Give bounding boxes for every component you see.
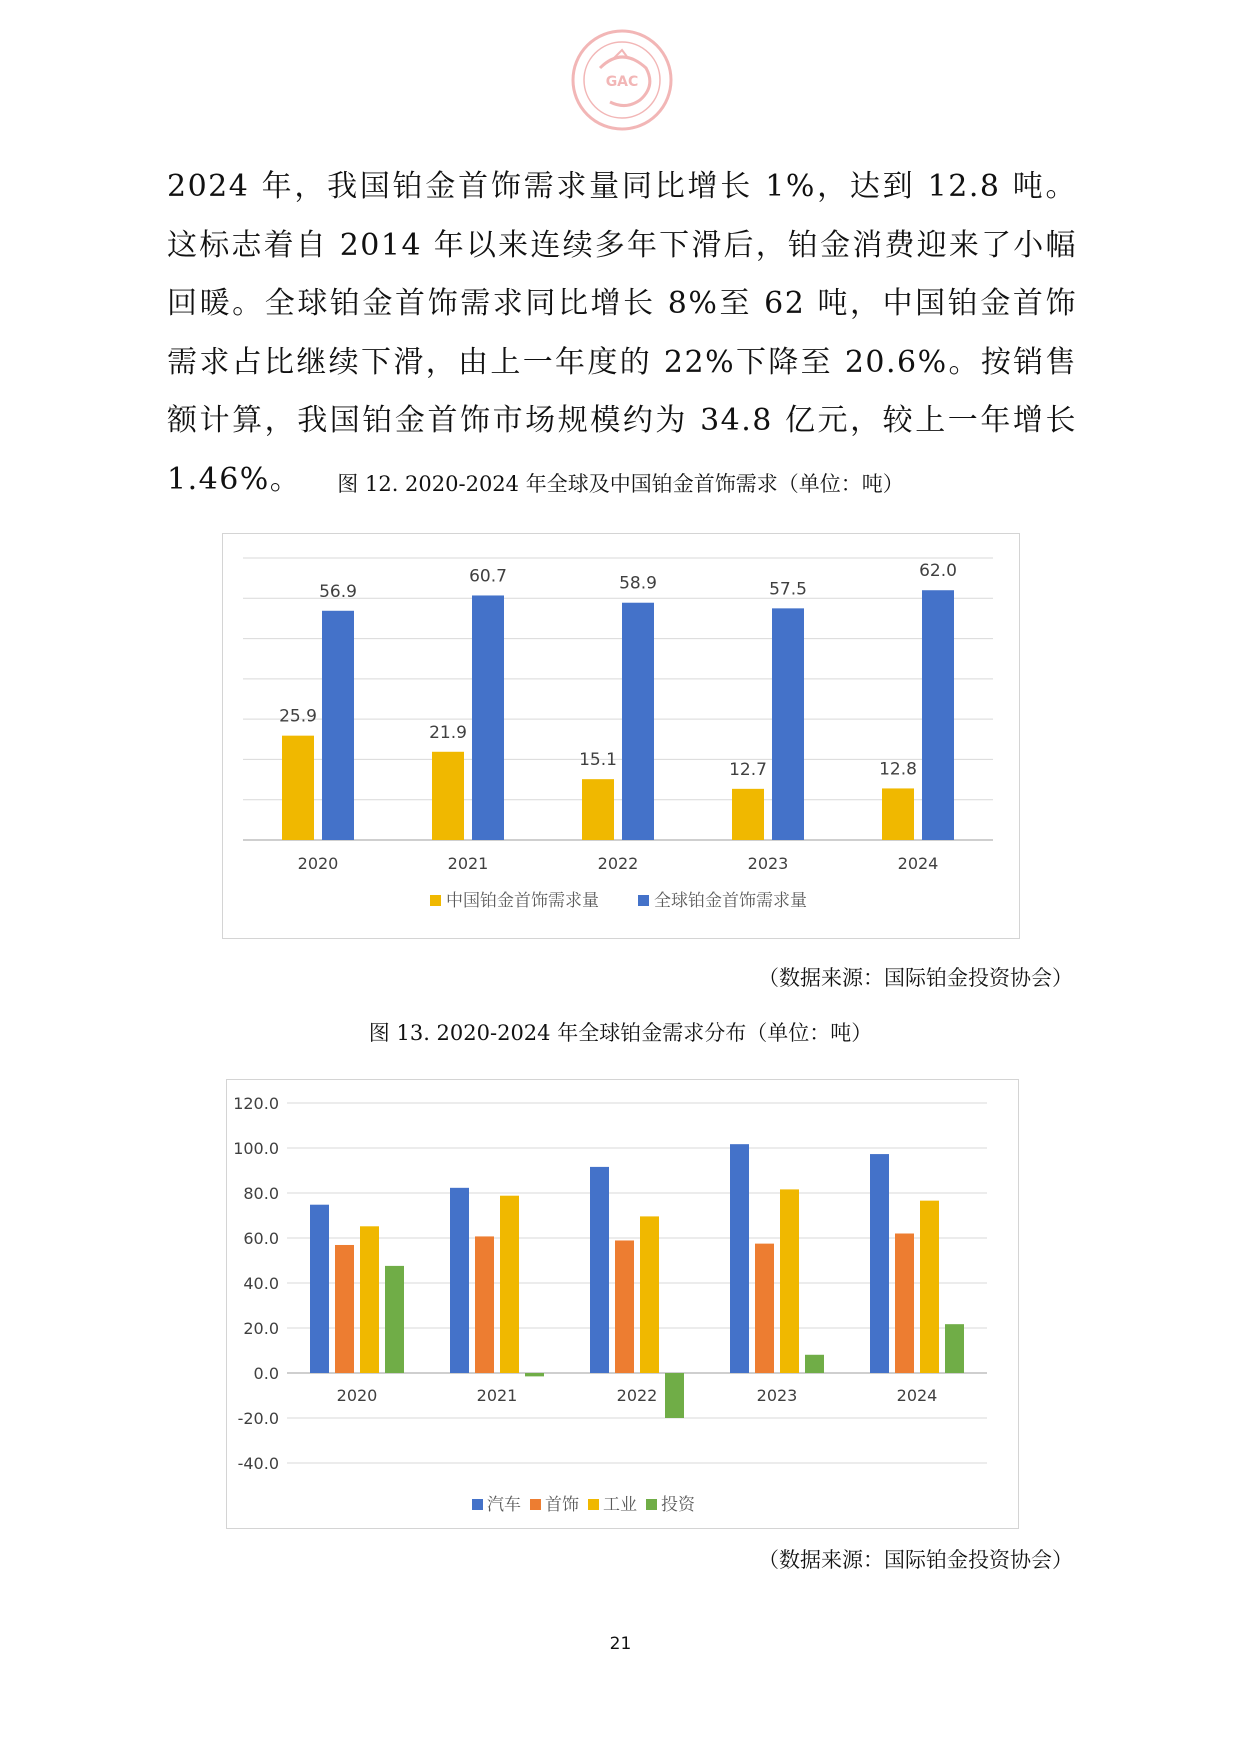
bar-首饰-2023 [755,1244,774,1373]
data-label: 56.9 [319,581,357,602]
figure13-chart-box [226,1079,1019,1529]
legend-label: 全球铂金首饰需求量 [654,891,807,911]
x-tick-label: 2021 [447,854,489,873]
logo-text: GAC [605,74,639,90]
page-number: 21 [609,1634,632,1654]
bar-汽车-2020 [310,1205,329,1373]
bar-china-2024 [882,788,914,840]
x-tick-label: 2022 [597,854,639,873]
data-label: 12.8 [879,759,917,780]
bar-工业-2022 [640,1216,659,1373]
bar-汽车-2022 [590,1167,609,1373]
bar-china-2023 [732,789,764,840]
bar-投资-2024 [945,1324,964,1373]
bar-工业-2021 [500,1196,519,1373]
x-tick-label: 2020 [336,1386,378,1405]
x-tick-label: 2023 [747,854,789,873]
bar-投资-2023 [805,1355,824,1373]
y-tick-label: 20.0 [243,1319,279,1338]
figure13-caption: 图 13. 2020-2024 年全球铂金需求分布（单位：吨） [368,1021,873,1045]
legend-label: 首饰 [545,1495,579,1515]
bar-投资-2022 [665,1373,684,1418]
bar-global-2020 [322,611,354,840]
bar-工业-2024 [920,1201,939,1373]
bar-global-2022 [622,603,654,840]
bar-工业-2020 [360,1226,379,1373]
y-tick-label: 40.0 [243,1274,279,1293]
figure12-chart [223,534,1019,938]
bar-global-2021 [472,595,504,840]
figure12-caption: 图 12. 2020-2024 年全球及中国铂金首饰需求（单位：吨） [337,472,904,496]
y-tick-label: -20.0 [237,1409,279,1428]
body-paragraph [167,158,1077,509]
y-tick-label: 60.0 [243,1229,279,1248]
y-tick-label: 0.0 [253,1364,279,1383]
legend-swatch [430,895,441,906]
legend-label: 投资 [661,1495,695,1515]
y-tick-label: -40.0 [237,1454,279,1473]
figure12-source: （数据来源：国际铂金投资协会） [758,966,1073,990]
bar-global-2024 [922,590,954,840]
bar-汽车-2024 [870,1154,889,1373]
data-label: 25.9 [279,706,317,727]
bar-global-2023 [772,608,804,840]
legend-label: 汽车 [487,1495,521,1515]
legend-label: 中国铂金首饰需求量 [446,891,599,911]
legend-swatch [588,1499,599,1510]
data-label: 21.9 [429,722,467,743]
data-label: 15.1 [579,750,617,771]
legend-swatch [472,1499,483,1510]
figure12-chart-box [222,533,1020,939]
y-tick-label: 80.0 [243,1184,279,1203]
data-label: 58.9 [619,573,657,594]
bar-投资-2021 [525,1373,544,1376]
data-label: 57.5 [769,579,807,600]
y-tick-label: 120.0 [233,1094,279,1113]
bar-投资-2020 [385,1266,404,1373]
gac-logo [570,28,674,132]
x-tick-label: 2024 [897,854,939,873]
bar-汽车-2023 [730,1144,749,1373]
bar-汽车-2021 [450,1188,469,1373]
data-label: 62.0 [919,561,957,582]
bar-首饰-2024 [895,1234,914,1374]
bar-工业-2023 [780,1189,799,1373]
bar-首饰-2021 [475,1236,494,1373]
paragraph-text: 2024 年，我国铂金首饰需求量同比增长 1%，达到 12.8 吨。这标志着自 2014 年以来连续多年下滑后，铂金消费迎来了小幅回暖。全球铂金首饰需求同比增长 8%至 62 吨，中国铂金首饰需求占比继续下滑，由上一年度的 22%下降至 20.6%。按销售额计算，我国铂金首饰市场规模约为 34.8 亿元，较上一年增长 1.46%。 [167,169,1077,497]
data-label: 12.7 [729,759,767,780]
x-tick-label: 2022 [616,1386,658,1405]
x-tick-label: 2023 [756,1386,798,1405]
legend-swatch [530,1499,541,1510]
x-tick-label: 2021 [476,1386,518,1405]
x-tick-label: 2020 [297,854,339,873]
legend-swatch [646,1499,657,1510]
x-tick-label: 2024 [896,1386,938,1405]
bar-china-2022 [582,779,614,840]
legend-label: 工业 [603,1495,637,1515]
figure13-chart [227,1080,1018,1528]
bar-china-2020 [282,736,314,840]
bar-首饰-2020 [335,1245,354,1373]
data-label: 60.7 [469,566,507,587]
y-tick-label: 100.0 [233,1139,279,1158]
figure13-source: （数据来源：国际铂金投资协会） [758,1548,1073,1572]
bar-首饰-2022 [615,1240,634,1373]
legend-swatch [638,895,649,906]
bar-china-2021 [432,752,464,840]
